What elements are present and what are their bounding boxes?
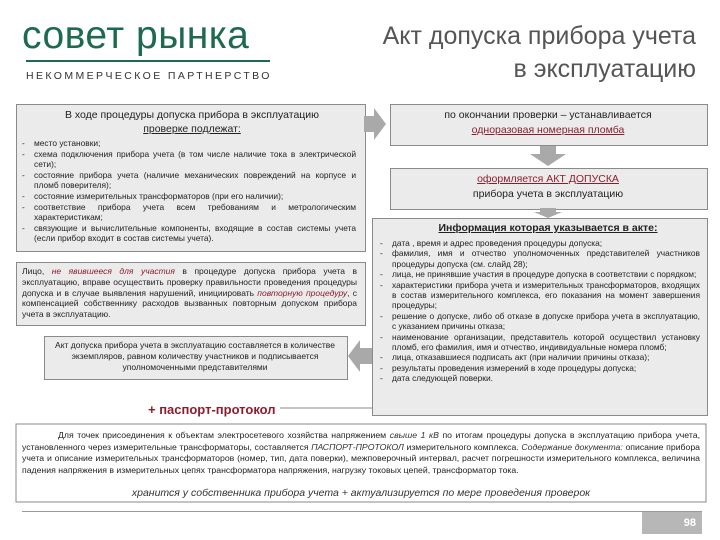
left-arrow (348, 340, 372, 372)
act-text-line2: прибора учета в эксплуатацию (472, 188, 624, 200)
info-heading: Информация которая указывается в акте: (438, 222, 658, 234)
list-item: - решение о допуске, либо об отказе в допуске прибора учета в эксплуатацию, с указанием причины отказа; (380, 311, 700, 332)
absent-text-2: в процедуре допуска прибора учета в эксплуатацию, вправе осуществить проверку правильности проведения процедуры допуска и в случае выявления нарушений, инициировать (22, 266, 357, 298)
absent-text-italic2: повторную процедуру (257, 287, 348, 298)
seal-text-line1: по окончании проверки – устанавливается (444, 109, 652, 121)
list-item: - лица, не принявшие участия в процедуре допуска в соответствии с порядком; (380, 269, 700, 279)
bottom-text-b-italic: ПАСПОРТ-ПРОТОКОЛ (311, 441, 404, 452)
list-item: - состояние измерительных трансформаторов (при его наличии); (22, 191, 356, 202)
footer-divider (22, 511, 702, 512)
list-item: - состояние прибора учета (наличие механических повреждений на корпусе и пломб поверителя); (22, 170, 356, 191)
storage-note: хранится у собственника прибора учета + актуализируется по мере проведения проверок (131, 487, 591, 499)
bottom-text-c-italic: Содержание документа: (521, 441, 623, 452)
list-item: - лица, отказавшиеся подписать акт (при наличии причины отказа); (380, 352, 700, 362)
slide-title-line1: Акт допуска прибора учета (382, 22, 696, 50)
list-item: - дата следующей поверки. (380, 373, 700, 383)
inspection-heading-line1: В ходе процедуры допуска прибора в эксплуатацию (64, 109, 320, 121)
absent-text-3: , с компенсацией собственнику расходов вызванных повторным допуском прибора учета в эксплуатацию. (22, 287, 357, 320)
list-item: - дата , время и адрес проведения процедуры допуска; (380, 238, 700, 248)
right-arrow (364, 108, 386, 140)
bottom-text-c: измерительного комплекса. (403, 441, 522, 452)
absent-text-1: Лицо, (22, 266, 52, 276)
absent-text-italic: не явившееся для участия (51, 266, 175, 276)
list-item: - схема подключения прибора учета (в том числе наличие тока в электрической сети); (22, 149, 356, 170)
list-item: - место установки; (22, 138, 356, 149)
bottom-text-a-italic: свыше 1 кВ (389, 430, 439, 440)
page-number: 98 (642, 512, 702, 534)
bottom-text-b: по итогам процедуры допуска в эксплуатацию прибора учета, установленного через измерительные трансформаторы, составляется (22, 430, 700, 452)
down-arrow-2 (534, 208, 562, 218)
logo-text: совет рынка (22, 14, 250, 57)
list-item: - наименование организации, представитель которой осуществил установку пломб, его фамилия, имя и отчество, индивидуальные номера пломб; (380, 332, 700, 353)
act-copies-text: Акт допуска прибора учета в эксплуатацию составляется в количестве экземпляров, равном количеству участников и подписывается уполномоченными представителями (55, 340, 335, 372)
slide-title-line2: в эксплуатацию (513, 55, 696, 83)
passport-protocol-label: + паспорт-протокол (148, 402, 276, 417)
down-arrow (530, 146, 566, 166)
logo-subtitle: НЕКОММЕРЧЕСКОЕ ПАРТНЕРСТВО (26, 70, 272, 82)
list-item: - характеристики прибора учета и измерительных трансформаторов, входящих в состав измерительного комплекса, его показания на момент завершения процедуры; (380, 280, 700, 311)
list-item: - соответствие прибора учета всем требованиям и метрологическим характеристикам; (22, 202, 356, 223)
inspection-heading-line2: проверке подлежат: (143, 123, 241, 135)
act-text-line1: оформляется АКТ ДОПУСКА (477, 173, 619, 185)
seal-text-line2: одноразовая номерная пломба (471, 124, 625, 136)
bottom-text-d: описание прибора учета и описание измерительных трансформаторов (номер, тип, дата поверки), межповерочный интервал, расчет погрешности измерительного комплекса, величина падения напряжения в измерительных цепях трансформатора напряжения, нагрузку токовых цепей, трансформатор тока. (22, 441, 701, 475)
bottom-text-a: Для точек присоединения к объектам электросетевого хозяйства напряжением (58, 430, 390, 440)
list-item: - результаты проведения измерений в ходе процедуры допуска; (380, 363, 700, 373)
passport-description (22, 430, 700, 476)
list-item: - фамилия, имя и отчество уполномоченных представителей участников процедуры допуска (см. слайд 28); (380, 248, 700, 269)
list-item: - связующие и вычислительные компоненты, входящие в состав системы учета (если прибор входит в состав системы учета). (22, 223, 356, 244)
